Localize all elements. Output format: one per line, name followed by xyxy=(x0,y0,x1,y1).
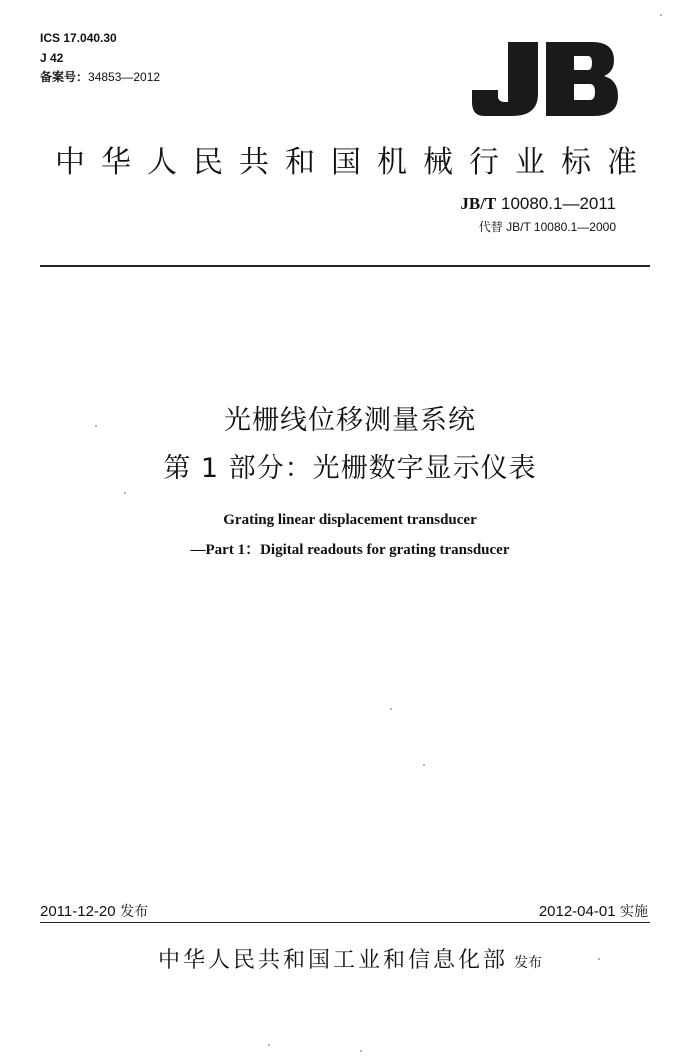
implementation-date-value: 2012-04-01 xyxy=(538,903,616,920)
record-number xyxy=(40,70,160,84)
issue-date-label: 发布 xyxy=(115,904,149,920)
standard-number-value: 10080.1—2011 xyxy=(496,194,616,213)
implementation-date xyxy=(539,901,648,921)
title-cn-line-2: 第 1 部分：光栅数字显示仪表 xyxy=(163,453,537,484)
scan-speck xyxy=(360,1050,362,1052)
issuer-suffix: 发布 xyxy=(514,955,542,971)
ics-code: ICS 17.040.30 xyxy=(40,31,117,45)
issuer-name: 中华人民共和国工业和信息化部 xyxy=(157,948,508,973)
issuer xyxy=(0,943,700,974)
scan-speck xyxy=(124,492,126,494)
footer-divider xyxy=(40,922,650,923)
scan-speck xyxy=(598,958,600,960)
standard-number xyxy=(460,194,616,214)
standard-number-prefix: JB/T xyxy=(460,194,497,213)
replaces-standard: 代替 JB/T 10080.1—2000 xyxy=(478,220,616,234)
classification-code: J 42 xyxy=(40,51,64,65)
implementation-date-label: 实施 xyxy=(615,904,648,920)
issue-date xyxy=(40,901,148,921)
title-cn-line-1: 光栅线位移测量系统 xyxy=(224,405,476,436)
issue-date-value: 2011-12-20 xyxy=(40,903,116,920)
jb-logo xyxy=(470,38,620,120)
scan-speck xyxy=(423,764,425,766)
scan-speck xyxy=(390,708,392,710)
organization-title: 中华人民共和国机械行业标准 xyxy=(55,145,653,180)
record-number-label: 备案号： xyxy=(40,70,89,84)
title-en-line-1: Grating linear displacement transducer xyxy=(223,512,477,528)
title-en-line-2: —Part 1：Digital readouts for grating transducer xyxy=(190,542,510,558)
scan-speck xyxy=(95,425,97,427)
scan-speck xyxy=(268,1044,270,1046)
scan-speck xyxy=(660,14,662,16)
record-number-value: 34853—2012 xyxy=(88,70,161,84)
header-divider xyxy=(40,265,650,267)
